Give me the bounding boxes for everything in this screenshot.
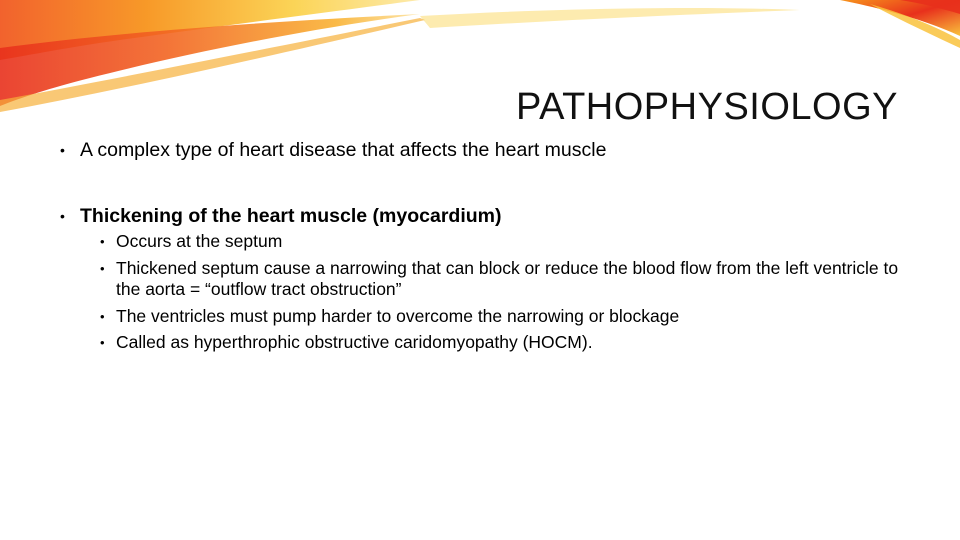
bullet-item <box>58 203 908 354</box>
bullet-icon: • <box>100 260 105 276</box>
bullet-item <box>58 137 908 163</box>
bullet-icon: • <box>60 142 65 158</box>
bullet-icon: • <box>100 308 105 324</box>
sub-bullet-item <box>80 332 908 354</box>
sub-bullet-text: Thickened septum cause a narrowing that can block or reduce the blood flow from the left ventricle to the aorta = “outflow tract obstruction” <box>116 257 899 299</box>
sub-bullet-text: Occurs at the septum <box>116 231 283 251</box>
sub-bullet-item <box>80 258 908 301</box>
bullet-icon: • <box>100 335 105 350</box>
sub-bullet-item <box>80 306 908 328</box>
sub-bullet-list <box>80 231 908 354</box>
bullet-text: Thickening of the heart muscle (myocardium) <box>80 205 502 227</box>
slide-title: PATHOPHYSIOLOGY <box>516 86 898 128</box>
sub-bullet-text: Called as hyperthrophic obstructive caridomyopathy (HOCM). <box>116 332 593 352</box>
slide-body <box>58 137 908 354</box>
bullet-list <box>58 137 908 354</box>
bullet-icon: • <box>100 234 105 249</box>
sub-bullet-item <box>80 231 908 253</box>
bullet-icon: • <box>60 208 65 224</box>
bullet-text: A complex type of heart disease that affects the heart muscle <box>80 139 607 161</box>
sub-bullet-text: The ventricles must pump harder to overcome the narrowing or blockage <box>116 305 680 326</box>
